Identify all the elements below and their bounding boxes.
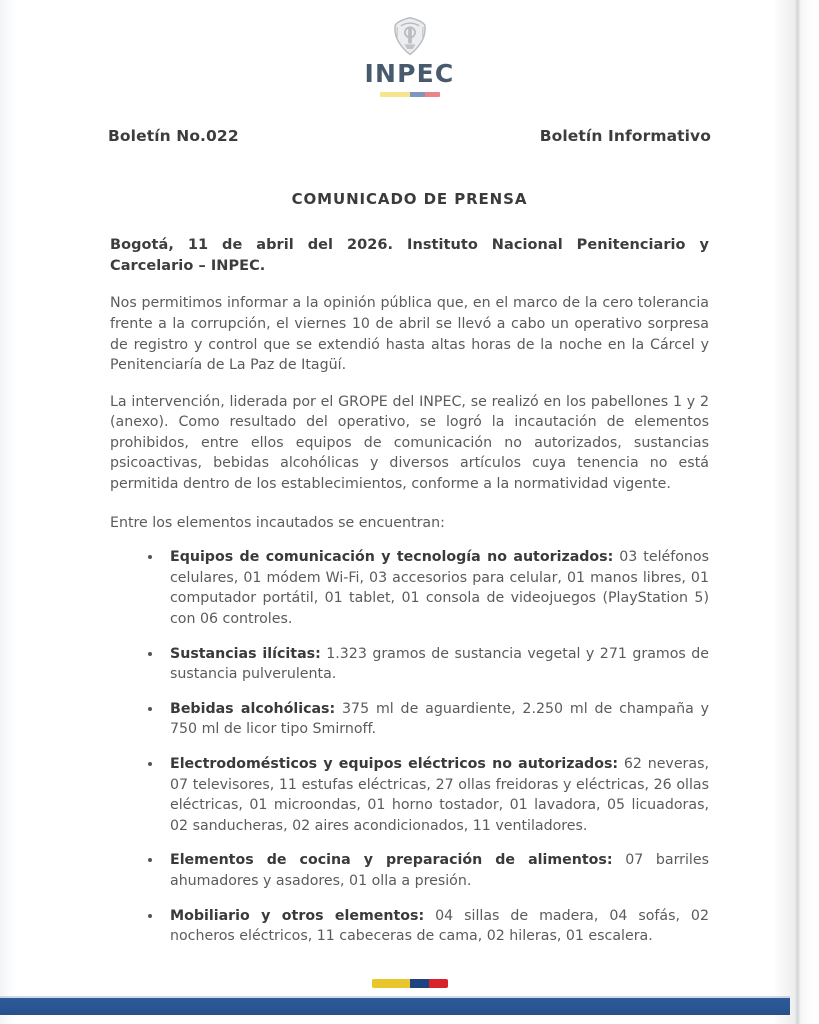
list-item-detail: 1.323 gramos de sustancia vegetal y 271 gramos de sustancia pulverulenta. [170,645,709,683]
inpec-wordmark: INPEC [364,59,455,88]
paragraph-1: Nos permitimos informar a la opinión pública que, en el marco de la cero tolerancia frente a la corrupción, el viernes 10 de abril se llevó a cabo un operativo sorpresa de registro y control que se extendió hasta altas horas de la noche en la Cárcel y Penitenciaría de La Paz de Itagüí. [110,295,709,374]
list-item [138,906,709,947]
flag-stripe-red [425,92,440,97]
flag-stripe-yellow [380,92,410,97]
seized-items-list [110,547,709,947]
list-item-label: Elementos de cocina y preparación de alimentos: [170,852,613,869]
flag-stripe-yellow [372,979,410,988]
bulletin-number: Boletín No.022 [108,127,239,145]
flag-stripe-blue [410,979,429,988]
inpec-crest-shield-icon [387,14,433,60]
masthead [0,0,819,97]
footer-blue-bar [0,998,790,1015]
paragraph-2: La intervención, liderada por el GROPE del INPEC, se realizó en los pabellones 1 y 2 (anexo). Como resultado del operativo, se logró la incautación de elementos prohibidos, entre ellos equipos de comunicación no autorizados, sustancias psicoactivas, bebidas alcohólicas y diversos artículos cuya tenencia no está permitida dentro de los establecimientos, conforme a la normatividad vigente. [110,393,709,493]
flag-stripe-red [429,979,448,988]
list-intro: Entre los elementos incautados se encuentran: [110,514,445,531]
list-item [138,644,709,685]
page-title: COMUNICADO DE PRENSA [291,190,528,208]
list-item-detail: 03 teléfonos celulares, 01 módem Wi-Fi, 03 accesorios para celular, 01 manos libres, 01 computador portátil, 01 tablet, 01 consola de videojuegos (PlayStation 5) con 06 controles. [170,549,709,628]
list-item-detail: 375 ml de aguardiente, 2.250 ml de champaña y 750 ml de licor tipo Smirnoff. [170,700,709,738]
colombia-flag-bar-icon [380,92,440,97]
document-body [110,190,709,947]
list-item [138,547,709,629]
flag-stripe-blue [410,92,425,97]
list-item-label: Bebidas alcohólicas: [170,700,336,717]
list-item-detail: 04 sillas de madera, 04 sofás, 02 nocheros eléctricos, 11 cabeceras de cama, 02 hileras, 01 escalera. [170,907,709,945]
list-item-detail: 07 barriles ahumadores y asadores, 01 olla a presión. [170,852,709,889]
list-item-label: Equipos de comunicación y tecnología no autorizados: [170,549,614,566]
list-item-label: Mobiliario y otros elementos: [170,907,425,924]
list-item-label: Sustancias ilícitas: [170,645,321,662]
bulletin-type: Boletín Informativo [539,127,711,145]
list-item [138,850,709,891]
bulletin-header-row [108,127,711,145]
list-item-detail: 62 neveras, 07 televisores, 11 estufas eléctricas, 27 ollas freidoras y eléctricas, 26 ollas eléctricas, 01 microondas, 01 horno tostador, 01 lavadora, 05 licuadoras, 02 sanducheras, 02 aires acondicionados, 11 ventiladores. [170,756,709,834]
footer-colombia-flag-bar-icon [372,979,448,988]
list-item-label: Electrodomésticos y equipos eléctricos no autorizados: [170,756,619,772]
list-item [138,754,709,836]
list-item [138,699,709,740]
dateline: Bogotá, 11 de abril del 2026. Instituto Nacional Penitenciario y Carcelario – INPEC. [110,237,709,275]
